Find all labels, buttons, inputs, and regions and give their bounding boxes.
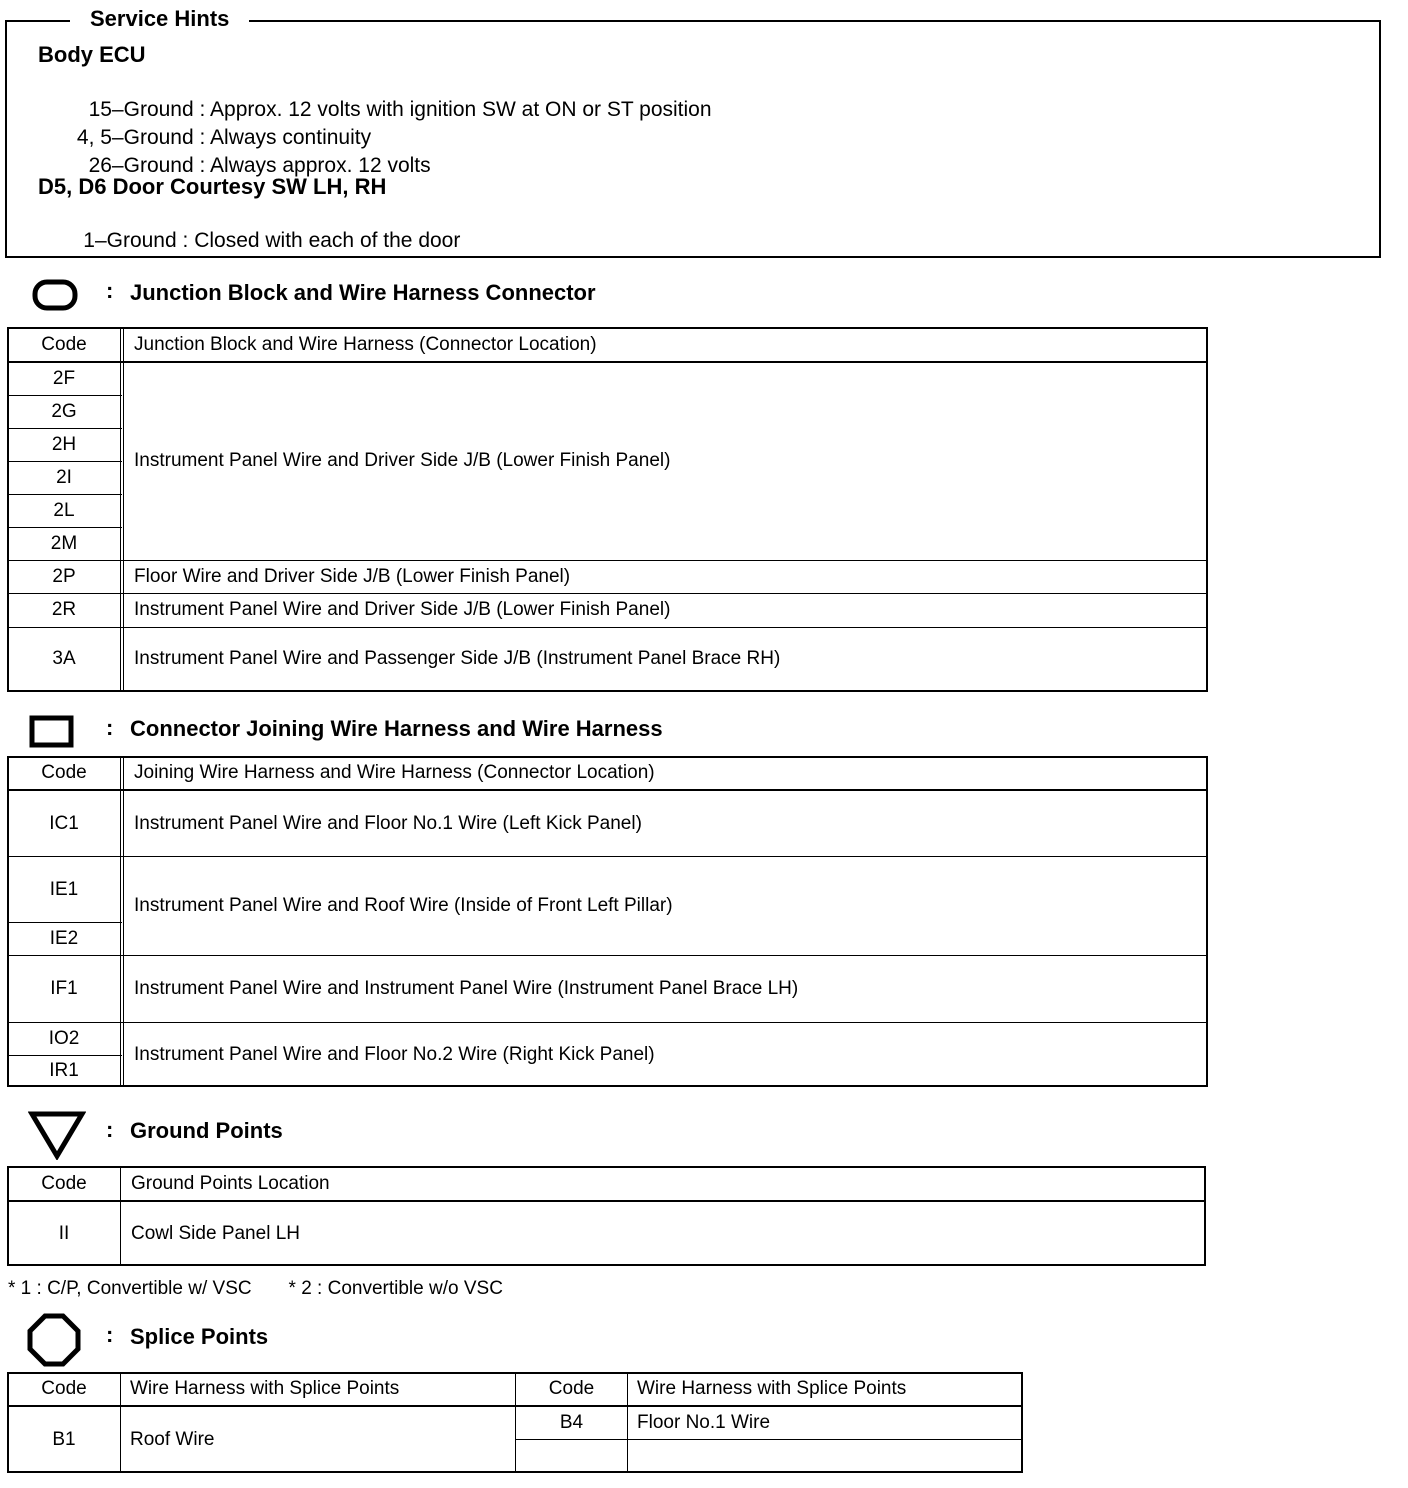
hint-line: 15–Ground : Approx. 12 volts with ignition SW at ON or ST position <box>20 74 712 122</box>
footnotes: * 1 : C/P, Convertible w/ VSC * 2 : Convertible w/o VSC <box>8 1278 503 1299</box>
code-cell: 2I <box>56 466 72 488</box>
location-cell: Floor Wire and Driver Side J/B (Lower Finish Panel) <box>134 565 571 587</box>
octagon-icon <box>27 1313 81 1367</box>
location-cell: Roof Wire <box>130 1428 215 1450</box>
location-cell: Instrument Panel Wire and Floor No.2 Wire (Right Kick Panel) <box>134 1043 655 1065</box>
location-cell: Cowl Side Panel LH <box>131 1222 300 1244</box>
hint-line: 4, 5–Ground : Always continuity <box>20 102 371 150</box>
table-header-code: Code <box>548 1378 595 1399</box>
section-title-junction-block: Junction Block and Wire Harness Connector <box>130 280 596 305</box>
code-cell: B1 <box>52 1428 76 1450</box>
location-cell: Floor No.1 Wire <box>637 1412 771 1433</box>
table-header-desc: Junction Block and Wire Harness (Connector Location) <box>134 333 597 355</box>
rectangle-icon <box>29 715 75 749</box>
table-header-code: Code <box>41 333 87 355</box>
code-cell: IO2 <box>48 1028 80 1049</box>
hint-heading-body-ecu: Body ECU <box>38 42 146 67</box>
code-cell: IE1 <box>49 878 79 900</box>
hint-desc: Always approx. 12 volts <box>210 154 431 177</box>
hint-code: 26–Ground <box>88 154 194 177</box>
table-header-code: Code <box>41 1172 87 1194</box>
location-cell: Instrument Panel Wire and Instrument Panel Wire (Instrument Panel Brace LH) <box>134 978 799 999</box>
location-cell: Instrument Panel Wire and Passenger Side J/B (Instrument Panel Brace RH) <box>134 648 781 669</box>
code-cell: 2L <box>53 499 75 521</box>
table-header-desc: Wire Harness with Splice Points <box>637 1378 907 1399</box>
hint-code: 4, 5–Ground <box>76 126 194 149</box>
code-cell: 2M <box>50 532 78 554</box>
code-cell: 3A <box>52 648 76 669</box>
code-cell: 2F <box>52 367 76 389</box>
code-cell: 2H <box>51 433 77 455</box>
triangle-down-icon <box>28 1110 86 1160</box>
code-cell: B4 <box>559 1412 584 1433</box>
code-cell: IF1 <box>50 978 78 999</box>
hint-heading-door-courtesy: D5, D6 Door Courtesy SW LH, RH <box>38 174 387 199</box>
code-cell: IE2 <box>49 928 79 949</box>
table-header-code: Code <box>41 1378 87 1399</box>
hint-line: 26–Ground : Always approx. 12 volts <box>20 130 431 178</box>
code-cell: 2R <box>51 598 77 620</box>
location-cell: Instrument Panel Wire and Floor No.1 Wire (Left Kick Panel) <box>134 812 642 834</box>
column-divider <box>120 328 121 691</box>
section-title-ground-points: Ground Points <box>130 1118 283 1143</box>
section-title-connector-joining: Connector Joining Wire Harness and Wire Harness <box>130 716 663 741</box>
hint-line: 1–Ground : Closed with each of the door <box>20 205 460 253</box>
location-cell: Instrument Panel Wire and Driver Side J/B (Lower Finish Panel) <box>134 598 671 620</box>
table-header-desc: Ground Points Location <box>131 1172 330 1194</box>
code-cell: 2G <box>51 400 77 422</box>
code-cell: 2P <box>52 565 76 587</box>
location-cell: Instrument Panel Wire and Driver Side J/B (Lower Finish Panel) <box>134 450 671 471</box>
code-cell: II <box>58 1222 70 1244</box>
section-title-splice-points: Splice Points <box>130 1324 269 1349</box>
hint-code: 1–Ground <box>83 229 177 252</box>
section-colon: : <box>106 278 114 303</box>
section-colon: : <box>106 1117 114 1142</box>
code-cell: IR1 <box>49 1060 79 1081</box>
hint-desc: Always continuity <box>210 126 372 149</box>
location-cell: Instrument Panel Wire and Roof Wire (Inside of Front Left Pillar) <box>134 895 673 916</box>
row-divider <box>516 1439 1022 1440</box>
table-header-desc: Joining Wire Harness and Wire Harness (Connector Location) <box>134 762 655 783</box>
service-hints-title: Service Hints <box>70 6 249 32</box>
table-header-code: Code <box>41 762 87 783</box>
table-header-desc: Wire Harness with Splice Points <box>130 1378 400 1399</box>
section-colon: : <box>106 1322 114 1347</box>
rounded-rectangle-icon <box>32 278 78 312</box>
hint-desc: Closed with each of the door <box>194 229 461 252</box>
section-colon: : <box>106 715 114 740</box>
hint-code: 15–Ground <box>88 98 194 121</box>
hint-desc: Approx. 12 volts with ignition SW at ON or ST position <box>210 98 712 121</box>
code-cell: IC1 <box>49 812 79 834</box>
